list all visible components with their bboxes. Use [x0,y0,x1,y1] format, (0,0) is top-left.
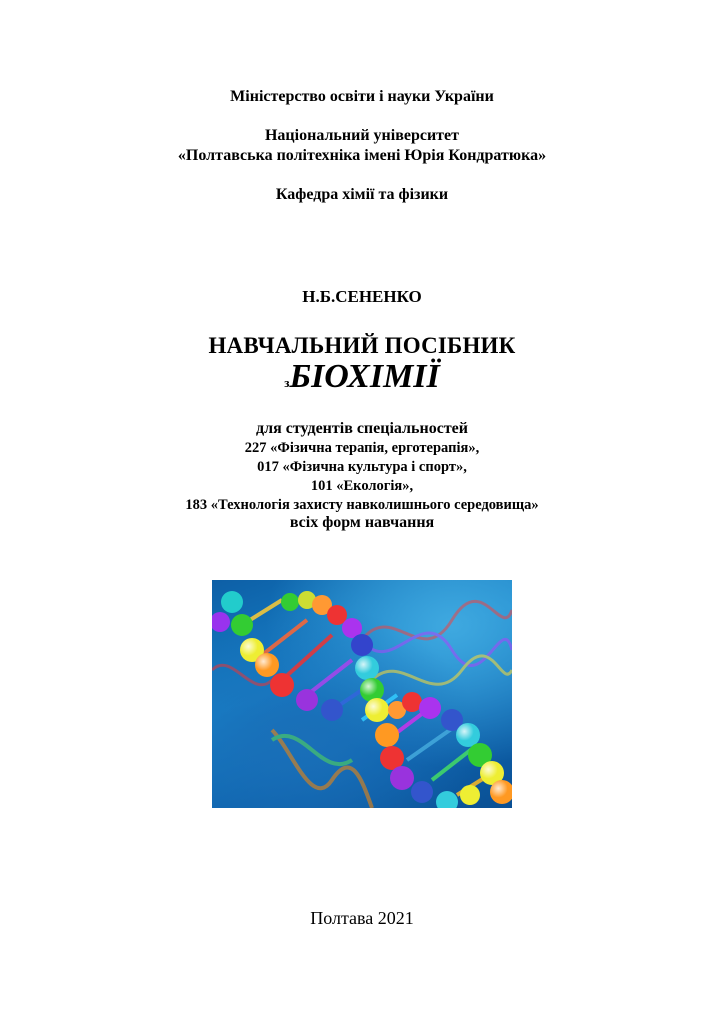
specialty-item: 183 «Технологія захисту навколишнього середовища» [185,497,539,513]
author-name: Н.Б.СЕНЕНКО [302,287,422,306]
university-name-line1: Національний університет [264,127,459,144]
dna-cover-image [212,580,512,808]
audience-outro: всіх форм навчання [289,514,435,531]
specialty-item: 227 «Фізична терапія, ерготерапія», [244,440,480,456]
ministry-name: Міністерство освіти і науки України [230,88,494,105]
place-year: Полтава 2021 [310,908,414,928]
document-title: НАВЧАЛЬНИЙ ПОСІБНИК [208,333,516,358]
subject-prefix: з [284,375,290,390]
document-subject-line [0,358,724,396]
specialty-item: 101 «Екологія», [310,478,414,494]
specialty-item: 017 «Фізична культура і спорт», [257,459,467,475]
department-name: Кафедра хімії та фізики [275,186,449,203]
audience-intro: для студентів спеціальностей [256,420,468,437]
university-name-line2: «Полтавська політехніка імені Юрія Кондратюка» [177,147,547,164]
dna-helix-icon [212,580,512,808]
subject-title: БІОХІМІЇ [289,358,440,395]
